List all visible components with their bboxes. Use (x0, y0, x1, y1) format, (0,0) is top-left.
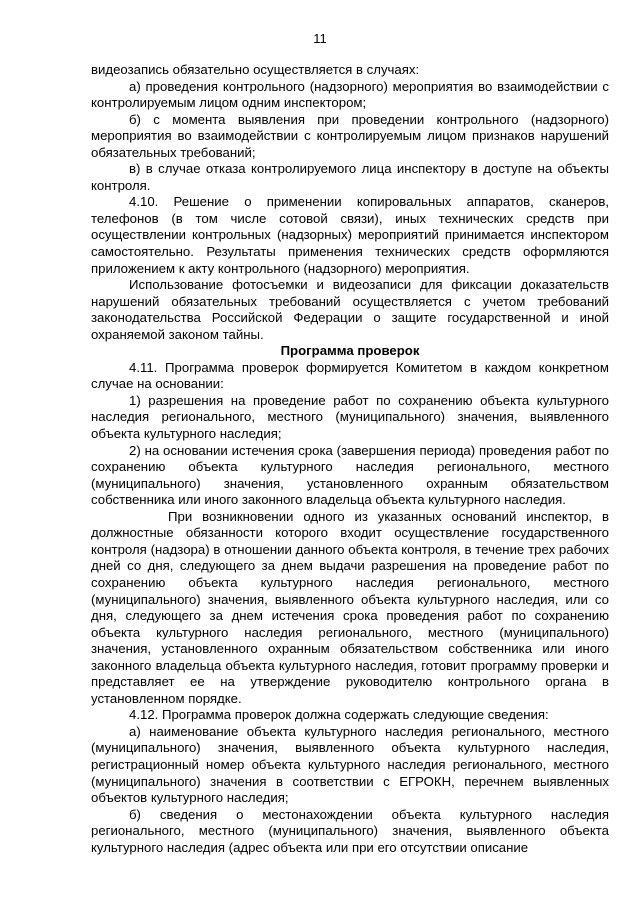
document-body (91, 62, 609, 856)
paragraph: а) проведения контрольного (надзорного) мероприятия во взаимодействии с контролируемым лицом одним инспектором; (91, 78, 609, 111)
paragraph: б) с момента выявления при проведении контрольного (надзорного) мероприятия во взаимодействии с контролируемым лицом признаков нарушений обязательных требований; (91, 111, 609, 160)
paragraph: а) наименование объекта культурного наследия регионального, местного (муниципального) значения, выявленного объекта культурного наследия, регистрационный номер объекта культурного наследия регионального, местного (муниципального) значения в соответствии с ЕГРОКН, перечнем выявленных объектов культурного наследия; (91, 723, 609, 806)
paragraph: 4.11. Программа проверок формируется Комитетом в каждом конкретном случае на основании: (91, 359, 609, 392)
page-number: 11 (313, 31, 327, 46)
paragraph: видеозапись обязательно осуществляется в случаях: (91, 62, 420, 77)
paragraph: При возникновении одного из указанных оснований инспектор, в должностные обязанности которого входит осуществление государственного контроля (надзора) в отношении данного объекта контроля, в течение трех рабочих дней со дня, следующего за днем выдачи разрешения на проведение работ по сохранению объекта культурного наследия регионального, местного (муниципального) значения, выявленного объекта культурного наследия, или со дня, следующего за днем истечения срока проведения работ по сохранению объекта культурного наследия регионального, местного (муниципального) значения, установленного охранным обязательством собственника или иного законного владельца объекта культурного наследия, готовит программу проверки и представляет ее на утверждение руководителю контрольного органа в установленном порядке. (91, 508, 609, 706)
paragraph: в) в случае отказа контролируемого лица инспектору в доступе на объекты контроля. (91, 161, 609, 193)
section-heading: Программа проверок (280, 343, 420, 359)
paragraph: б) сведения о местонахождении объекта культурного наследия регионального, местного (муниципального) значения, выявленного объекта культурного наследия (адрес объекта или при его отсутствии описание (91, 806, 609, 855)
paragraph: 4.12. Программа проверок должна содержать следующие сведения: (129, 707, 549, 723)
paragraph: 4.10. Решение о применении копировальных аппаратов, сканеров, телефонов (в том числе сотовой связи), иных технических средств при осуществлении контрольных (надзорных) мероприятий принимается инспектором самостоятельно. Результаты применения технических средств оформляются приложением к акту контрольного (надзорного) мероприятия. (91, 194, 609, 276)
paragraph: 1) разрешения на проведение работ по сохранению объекта культурного наследия регионального, местного (муниципального) значения, выявленного объекта культурного наследия; (91, 392, 609, 442)
paragraph: 2) на основании истечения срока (завершения периода) проведения работ по сохранению объекта культурного наследия регионального, местного (муниципального) значения, установленного охранным обязательством собственника или иного законного владельца объекта культурного наследия. (91, 442, 609, 508)
paragraph: Использование фотосъемки и видеозаписи для фиксации доказательств нарушений обязательных требований осуществляется с учетом требований законодательства Российской Федерации о защите государственной и иной охраняемой законом тайны. (91, 277, 609, 342)
